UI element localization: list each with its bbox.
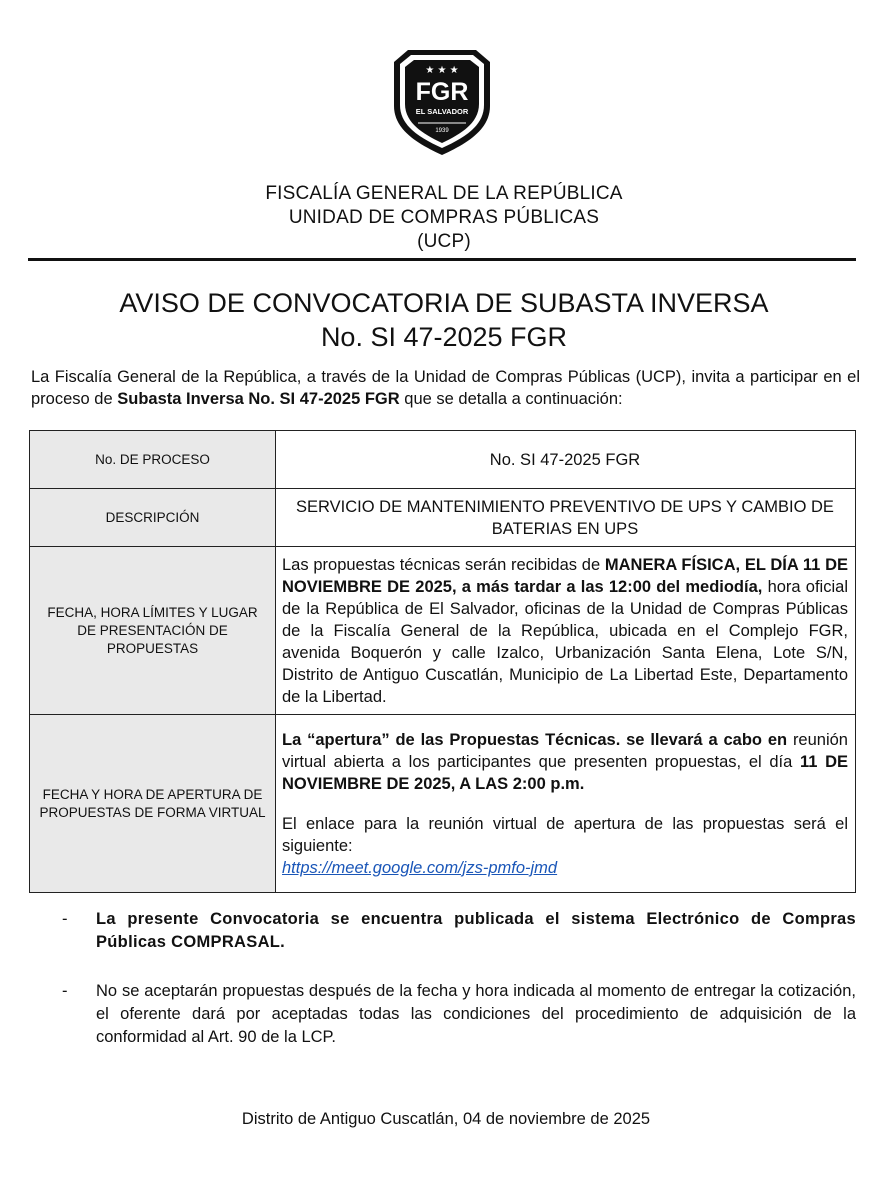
logo-acronym: FGR: [415, 78, 469, 106]
intro-text-2: que se detalla a continuación:: [399, 390, 623, 408]
opening-value: [276, 715, 856, 893]
submission-text-1: Las propuestas técnicas serán recibidas de: [282, 555, 605, 574]
table-row: [30, 431, 856, 489]
logo-country: EL SALVADOR: [415, 107, 469, 116]
bullet-dash: -: [62, 910, 68, 928]
note-text: No se aceptarán propuestas después de la fecha y hora indicada al momento de entregar la cotización, el oferente dará por aceptadas todas las condiciones del procedimiento de adquisición de la conformidad al Art. 90 de la LCP.: [96, 982, 856, 1046]
meeting-link[interactable]: https://meet.google.com/jzs-pmfo-jmd: [282, 858, 558, 877]
notice-title: [0, 286, 888, 354]
table-row: [30, 715, 856, 893]
intro-text-1: La Fiscalía General de la República, a través de la Unidad de Compras Públicas (UCP), invita a participar en el proceso de: [31, 368, 860, 408]
title-line-1: AVISO DE CONVOCATORIA DE SUBASTA INVERSA: [119, 288, 769, 318]
submission-value: [276, 547, 856, 715]
process-number-label: No. DE PROCESO: [30, 431, 276, 489]
description-value: SERVICIO DE MANTENIMIENTO PREVENTIVO DE UPS Y CAMBIO DE BATERIAS EN UPS: [276, 489, 856, 547]
intro-bold: Subasta Inversa No. SI 47-2025 FGR: [117, 390, 400, 408]
submission-text-2: hora oficial de la República de El Salvador, oficinas de la Unidad de Compras Públicas de la Fiscalía General de la República, ubicada en el Complejo FGR, avenida Boquerón y calle Izalco, Urbanización Santa Elena, Lote S/N, Distrito de Antiguo Cuscatlán, Municipio de La Libertad Este, Departamento de la Libertad.: [282, 577, 848, 706]
process-details-table: [29, 430, 856, 893]
logo-stars: ★ ★ ★: [425, 65, 459, 76]
place-date-footer: Distrito de Antiguo Cuscatlán, 04 de noviembre de 2025: [241, 1110, 651, 1128]
fgr-logo: [384, 46, 500, 158]
title-line-2: No. SI 47-2025 FGR: [320, 322, 568, 352]
note-text: La presente Convocatoria se encuentra publicada el sistema Electrónico de Compras Públicas COMPRASAL.: [96, 910, 856, 951]
notes-list: [62, 908, 856, 1075]
submission-bold: MANERA FÍSICA, EL DÍA 11 DE NOVIEMBRE DE 2025, a más tardar a las 12:00 del mediodía,: [282, 555, 848, 596]
header-line-1: FISCALÍA GENERAL DE LA REPÚBLICA: [265, 183, 623, 204]
opening-bold-2: 11 DE NOVIEMBRE DE 2025, A LAS 2:00 p.m.: [282, 752, 848, 793]
header-line-2: UNIDAD DE COMPRAS PÚBLICAS: [288, 207, 600, 228]
header-divider: [28, 258, 856, 261]
opening-text-1: reunión virtual abierta a los participantes que presenten propuestas, el día: [282, 730, 848, 771]
submission-label: FECHA, HORA LÍMITES Y LUGAR DE PRESENTACIÓN DE PROPUESTAS: [30, 547, 276, 715]
intro-paragraph: [31, 366, 860, 410]
process-number-value: No. SI 47-2025 FGR: [276, 431, 856, 489]
opening-paragraph: [282, 729, 848, 795]
opening-label: FECHA Y HORA DE APERTURA DE PROPUESTAS DE FORMA VIRTUAL: [30, 715, 276, 893]
institution-header: [0, 182, 888, 254]
link-intro: El enlace para la reunión virtual de apertura de las propuestas será el siguiente:: [282, 814, 848, 855]
table-row: [30, 547, 856, 715]
logo-year: 1939: [435, 128, 449, 134]
description-label: DESCRIPCIÓN: [30, 489, 276, 547]
opening-bold-1: La “apertura” de las Propuestas Técnicas. se llevará a cabo en: [282, 730, 788, 749]
table-row: [30, 489, 856, 547]
list-item: [62, 980, 856, 1049]
list-item: [62, 908, 856, 954]
bullet-dash: -: [62, 982, 68, 1000]
header-line-3: (UCP): [417, 231, 471, 252]
